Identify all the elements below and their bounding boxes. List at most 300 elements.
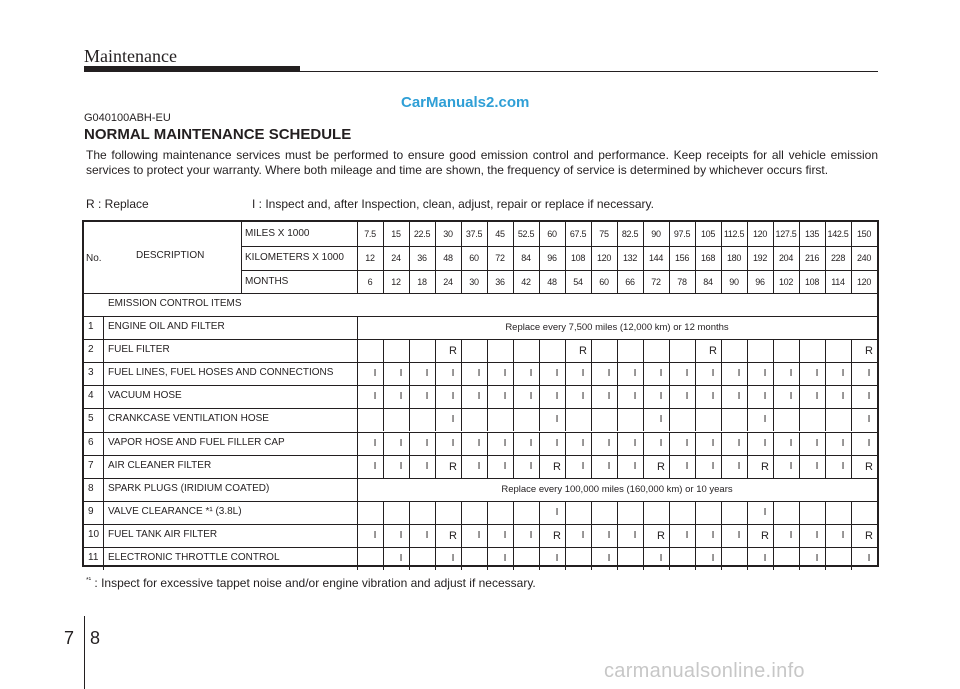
grid-col-line [851, 362, 852, 385]
header-col-line [513, 222, 514, 293]
schedule-mark: I [659, 437, 663, 449]
grid-col-line [669, 455, 670, 478]
grid-col-line [643, 432, 644, 455]
schedule-mark: I [373, 437, 377, 449]
schedule-mark: I [867, 391, 871, 403]
grid-col-line [643, 362, 644, 385]
grid-col-line [825, 408, 826, 431]
schedule-mark: I [737, 460, 741, 472]
grid-col-line [539, 501, 540, 524]
schedule-mark: I [451, 437, 455, 449]
schedule-mark: I [685, 460, 689, 472]
grid-col-line [825, 432, 826, 455]
header-row-label: KILOMETERS X 1000 [245, 252, 344, 263]
grid-col-line [513, 455, 514, 478]
header-cell: 45 [495, 229, 505, 239]
grid-col-line [565, 524, 566, 547]
grid-col-line [721, 385, 722, 408]
grid-col-line [409, 455, 410, 478]
schedule-mark: I [841, 437, 845, 449]
grid-col-line [383, 501, 384, 524]
grid-col-line [695, 362, 696, 385]
row-line [84, 432, 877, 433]
grid-col-line [721, 362, 722, 385]
grid-col-line [487, 362, 488, 385]
grid-col-line [409, 362, 410, 385]
grid-col-line [669, 339, 670, 362]
grid-col-line [435, 432, 436, 455]
schedule-mark: R [657, 529, 665, 542]
grid-col-line [617, 455, 618, 478]
row-description: FUEL TANK AIR FILTER [108, 528, 218, 540]
schedule-mark: I [633, 368, 637, 380]
grid-col-line [825, 547, 826, 570]
grid-col-line [461, 455, 462, 478]
grid-col-line [409, 339, 410, 362]
header-cell: 24 [443, 277, 453, 287]
header-cell: 112.5 [723, 229, 745, 239]
schedule-mark: I [633, 529, 637, 541]
header-col-line [851, 222, 852, 293]
grid-col-line [617, 524, 618, 547]
row-number: 9 [88, 505, 94, 517]
grid-col-line [461, 408, 462, 431]
schedule-mark: I [763, 553, 767, 564]
header-col-line [747, 222, 748, 293]
schedule-mark: I [659, 414, 663, 426]
grid-col-line [591, 362, 592, 385]
grid-col-line [409, 432, 410, 455]
grid-col-line [487, 339, 488, 362]
header-cell: 150 [856, 229, 872, 239]
page-number: 8 [90, 628, 101, 648]
grid-col-line [773, 385, 774, 408]
schedule-mark: I [399, 529, 403, 541]
row-number: 8 [88, 482, 94, 494]
header-cell: 37.5 [465, 229, 483, 239]
schedule-mark: I [841, 529, 845, 541]
header-cell: 108 [804, 277, 820, 287]
schedule-mark: I [867, 414, 871, 426]
header-cell: 72 [651, 277, 661, 287]
grid-col-line [435, 408, 436, 431]
grid-col-line [695, 455, 696, 478]
grid-col-line [825, 524, 826, 547]
grid-col-line [617, 501, 618, 524]
schedule-mark: I [425, 368, 429, 380]
schedule-mark: I [685, 529, 689, 541]
header-col-line [591, 222, 592, 293]
grid-col-line [799, 385, 800, 408]
header-divider [241, 222, 242, 293]
header-cell: 36 [417, 253, 427, 263]
schedule-mark: I [789, 368, 793, 380]
schedule-mark: I [425, 460, 429, 472]
grid-col-line [643, 501, 644, 524]
schedule-mark: I [711, 553, 715, 564]
schedule-mark: I [503, 437, 507, 449]
grid-col-line [851, 385, 852, 408]
grid-col-line [747, 339, 748, 362]
header-cell: 228 [830, 253, 846, 263]
grid-col-line [825, 339, 826, 362]
grid-col-line [487, 432, 488, 455]
schedule-mark: I [789, 460, 793, 472]
grid-col-line [721, 455, 722, 478]
grid-col-line [461, 362, 462, 385]
row-number: 6 [88, 436, 94, 448]
grid-col-line [591, 432, 592, 455]
schedule-mark: I [477, 529, 481, 541]
grid-col-line [669, 524, 670, 547]
header-col-line [565, 222, 566, 293]
row-number: 5 [88, 413, 94, 425]
grid-col-line [383, 432, 384, 455]
header-cell: 204 [778, 253, 794, 263]
schedule-mark: I [841, 368, 845, 380]
row-description: ENGINE OIL AND FILTER [108, 321, 225, 332]
grid-col-line [721, 501, 722, 524]
header-cell: 97.5 [673, 229, 691, 239]
grid-col-line [539, 524, 540, 547]
grid-col-line [513, 547, 514, 570]
schedule-mark: I [399, 460, 403, 472]
grid-col-line [669, 501, 670, 524]
grid-col-line [487, 547, 488, 570]
grid-col-line [721, 432, 722, 455]
header-cell: 132 [622, 253, 638, 263]
header-cell: 108 [570, 253, 586, 263]
grid-col-line [799, 547, 800, 570]
schedule-mark: I [633, 391, 637, 403]
grid-col-line [799, 408, 800, 431]
header-cell: 60 [469, 253, 479, 263]
grid-col-line [409, 385, 410, 408]
schedule-mark: I [815, 368, 819, 380]
grid-col-line [461, 547, 462, 570]
grid-col-line [565, 455, 566, 478]
schedule-mark: I [373, 368, 377, 380]
row-description: VAPOR HOSE AND FUEL FILLER CAP [108, 436, 285, 448]
grid-col-line [773, 524, 774, 547]
header-col-line [539, 222, 540, 293]
schedule-mark: I [841, 391, 845, 403]
grid-col-line [747, 501, 748, 524]
schedule-mark: I [607, 437, 611, 449]
grid-col-line [513, 524, 514, 547]
schedule-mark: R [865, 460, 873, 473]
grid-col-line [513, 385, 514, 408]
grid-col-line [565, 385, 566, 408]
header-cell: 60 [547, 229, 557, 239]
schedule-mark: I [607, 553, 611, 564]
schedule-mark: I [841, 460, 845, 472]
header-cell: 96 [547, 253, 557, 263]
schedule-mark: I [529, 529, 533, 541]
schedule-mark: I [737, 391, 741, 403]
grid-col-line [539, 385, 540, 408]
header-cell: 120 [596, 253, 612, 263]
grid-col-line [487, 501, 488, 524]
row-line [84, 478, 877, 479]
schedule-mark: I [633, 460, 637, 472]
grid-col-line [565, 432, 566, 455]
grid-col-line [461, 501, 462, 524]
schedule-mark: I [451, 368, 455, 380]
watermark: CarManuals2.com [401, 94, 530, 111]
schedule-mark: I [399, 553, 403, 564]
grid-col-line [851, 455, 852, 478]
header-cell: 12 [391, 277, 401, 287]
schedule-mark: I [815, 460, 819, 472]
schedule-mark: I [737, 529, 741, 541]
header-cell: 120 [752, 229, 768, 239]
grid-col-line [747, 408, 748, 431]
grid-col-line [591, 339, 592, 362]
grid-col-line [695, 339, 696, 362]
header-cell: 96 [755, 277, 765, 287]
schedule-mark: I [789, 437, 793, 449]
schedule-mark: I [581, 460, 585, 472]
row-line [84, 362, 877, 363]
header-col-line [799, 222, 800, 293]
header-cell: 84 [703, 277, 713, 287]
grid-col-line [773, 501, 774, 524]
header-cell: 135 [804, 229, 820, 239]
header-cell: 142.5 [827, 229, 849, 239]
header-col-line [383, 222, 384, 293]
row-description: FUEL LINES, FUEL HOSES AND CONNECTIONS [108, 367, 334, 379]
schedule-mark: I [555, 391, 559, 403]
header-col-line [487, 222, 488, 293]
header-cell: 52.5 [517, 229, 535, 239]
grid-col-line [721, 339, 722, 362]
grid-col-line [643, 408, 644, 431]
header-cell: 12 [365, 253, 375, 263]
schedule-mark: R [761, 460, 769, 473]
row-description: SPARK PLUGS (IRIDIUM COATED) [108, 482, 270, 494]
schedule-mark: I [451, 553, 455, 564]
schedule-mark: I [555, 414, 559, 426]
header-cell: 42 [521, 277, 531, 287]
schedule-mark: R [449, 529, 457, 542]
header-col-line [643, 222, 644, 293]
grid-divider [357, 316, 358, 570]
grid-col-line [591, 385, 592, 408]
row-number: 10 [88, 528, 100, 540]
grid-col-line [721, 524, 722, 547]
schedule-mark: I [581, 529, 585, 541]
row-description: VACUUM HOSE [108, 390, 182, 402]
grid-col-line [825, 455, 826, 478]
grid-col-line [539, 432, 540, 455]
schedule-mark: I [789, 391, 793, 403]
grid-col-line [799, 455, 800, 478]
row-number: 4 [88, 390, 94, 402]
grid-col-line [695, 501, 696, 524]
header-cell: 120 [856, 277, 872, 287]
schedule-mark: I [451, 391, 455, 403]
category-label: EMISSION CONTROL ITEMS [108, 298, 242, 309]
grid-col-line [565, 547, 566, 570]
chapter-number: 7 [64, 628, 75, 648]
schedule-mark: I [425, 529, 429, 541]
schedule-mark: I [659, 368, 663, 380]
row-span-note: Replace every 7,500 miles (12,000 km) or 12 months [505, 322, 729, 333]
grid-col-line [565, 362, 566, 385]
header-cell: 7.5 [364, 229, 376, 239]
page-divider [84, 616, 85, 689]
header-cell: 114 [831, 277, 845, 287]
header-col-line [617, 222, 618, 293]
grid-col-line [383, 408, 384, 431]
row-number: 1 [88, 321, 94, 332]
grid-col-line [383, 385, 384, 408]
grid-col-line [825, 385, 826, 408]
header-cell: 127.5 [775, 229, 797, 239]
header-cell: 30 [443, 229, 453, 239]
schedule-mark: R [553, 529, 561, 542]
schedule-mark: I [763, 437, 767, 449]
grid-col-line [669, 362, 670, 385]
schedule-mark: I [711, 460, 715, 472]
legend-replace: R : Replace [86, 197, 149, 211]
schedule-mark: I [529, 368, 533, 380]
schedule-mark: R [865, 345, 873, 358]
schedule-mark: I [425, 437, 429, 449]
header-col-line [825, 222, 826, 293]
header-row-line [241, 270, 877, 271]
schedule-mark: I [477, 368, 481, 380]
row-line [84, 524, 877, 525]
grid-col-line [461, 339, 462, 362]
section-header: Maintenance [84, 46, 177, 66]
grid-col-line [617, 362, 618, 385]
grid-col-line [747, 455, 748, 478]
document-code: G040100ABH-EU [84, 112, 171, 124]
grid-col-line [799, 524, 800, 547]
schedule-mark: I [581, 391, 585, 403]
grid-col-line [565, 339, 566, 362]
schedule-mark: I [581, 437, 585, 449]
grid-col-line [799, 501, 800, 524]
header-col-line [409, 222, 410, 293]
footnote [86, 576, 536, 590]
schedule-mark: I [867, 437, 871, 449]
grid-col-line [565, 501, 566, 524]
grid-col-line [617, 385, 618, 408]
grid-col-line [799, 339, 800, 362]
schedule-mark: I [529, 460, 533, 472]
schedule-mark: I [555, 553, 559, 564]
header-cell: 105 [700, 229, 716, 239]
maintenance-schedule-table [82, 220, 879, 567]
header-cell: 54 [573, 277, 583, 287]
schedule-mark: I [815, 553, 819, 564]
schedule-mark: I [503, 391, 507, 403]
schedule-mark: I [555, 437, 559, 449]
grid-col-line [383, 547, 384, 570]
grid-col-line [591, 455, 592, 478]
grid-col-line [617, 432, 618, 455]
schedule-mark: I [659, 553, 663, 564]
header-cell: 168 [700, 253, 716, 263]
schedule-mark: I [477, 391, 481, 403]
grid-col-line [435, 524, 436, 547]
grid-col-line [461, 432, 462, 455]
schedule-mark: I [633, 437, 637, 449]
grid-col-line [851, 547, 852, 570]
schedule-mark: I [529, 391, 533, 403]
header-cell: 156 [674, 253, 690, 263]
header-cell: 24 [391, 253, 401, 263]
schedule-mark: R [709, 345, 717, 358]
grid-col-line [513, 432, 514, 455]
header-cell: 48 [443, 253, 453, 263]
schedule-mark: I [815, 529, 819, 541]
schedule-mark: I [685, 368, 689, 380]
row-description: VALVE CLEARANCE *¹ (3.8L) [108, 505, 242, 517]
schedule-mark: I [581, 368, 585, 380]
grid-col-line [643, 547, 644, 570]
row-line [84, 547, 877, 548]
header-col-line [773, 222, 774, 293]
header-cell: 180 [726, 253, 742, 263]
footnote-mark: *¹ [86, 577, 92, 584]
schedule-mark: I [685, 437, 689, 449]
category-bottom [84, 316, 877, 317]
intro-paragraph: The following maintenance services must be performed to ensure good emission control and performance. Keep receipts for all vehicle emission services to protect your warranty. Where both mileage and time are shown, the frequency of service is determined by whichever occurs first. [86, 148, 878, 177]
grid-col-line [539, 362, 540, 385]
header-cell: 102 [778, 277, 794, 287]
schedule-mark: R [865, 529, 873, 542]
schedule-mark: I [737, 368, 741, 380]
header-col-line [669, 222, 670, 293]
header-cell: 192 [752, 253, 768, 263]
grid-col-line [513, 339, 514, 362]
row-number: 3 [88, 367, 94, 379]
schedule-mark: I [529, 437, 533, 449]
grid-col-line [539, 455, 540, 478]
header-cell: 30 [469, 277, 479, 287]
grid-col-line [773, 408, 774, 431]
grid-col-line [487, 408, 488, 431]
grid-col-line [539, 408, 540, 431]
grid-col-line [617, 339, 618, 362]
schedule-mark: I [399, 437, 403, 449]
grid-col-line [643, 455, 644, 478]
header-bottom [84, 293, 877, 294]
row-line [84, 501, 877, 502]
grid-col-line [487, 455, 488, 478]
grid-col-line [799, 432, 800, 455]
grid-col-line [695, 408, 696, 431]
schedule-mark: I [815, 437, 819, 449]
schedule-mark: R [449, 460, 457, 473]
grid-col-line [513, 501, 514, 524]
header-cell: 144 [648, 253, 664, 263]
grid-col-line [383, 362, 384, 385]
grid-col-line [383, 524, 384, 547]
grid-col-line [643, 385, 644, 408]
schedule-mark: I [607, 460, 611, 472]
header-cell: 78 [677, 277, 687, 287]
grid-col-line [669, 385, 670, 408]
schedule-mark: I [425, 391, 429, 403]
schedule-mark: I [399, 368, 403, 380]
schedule-mark: I [503, 529, 507, 541]
header-cell: 75 [599, 229, 609, 239]
